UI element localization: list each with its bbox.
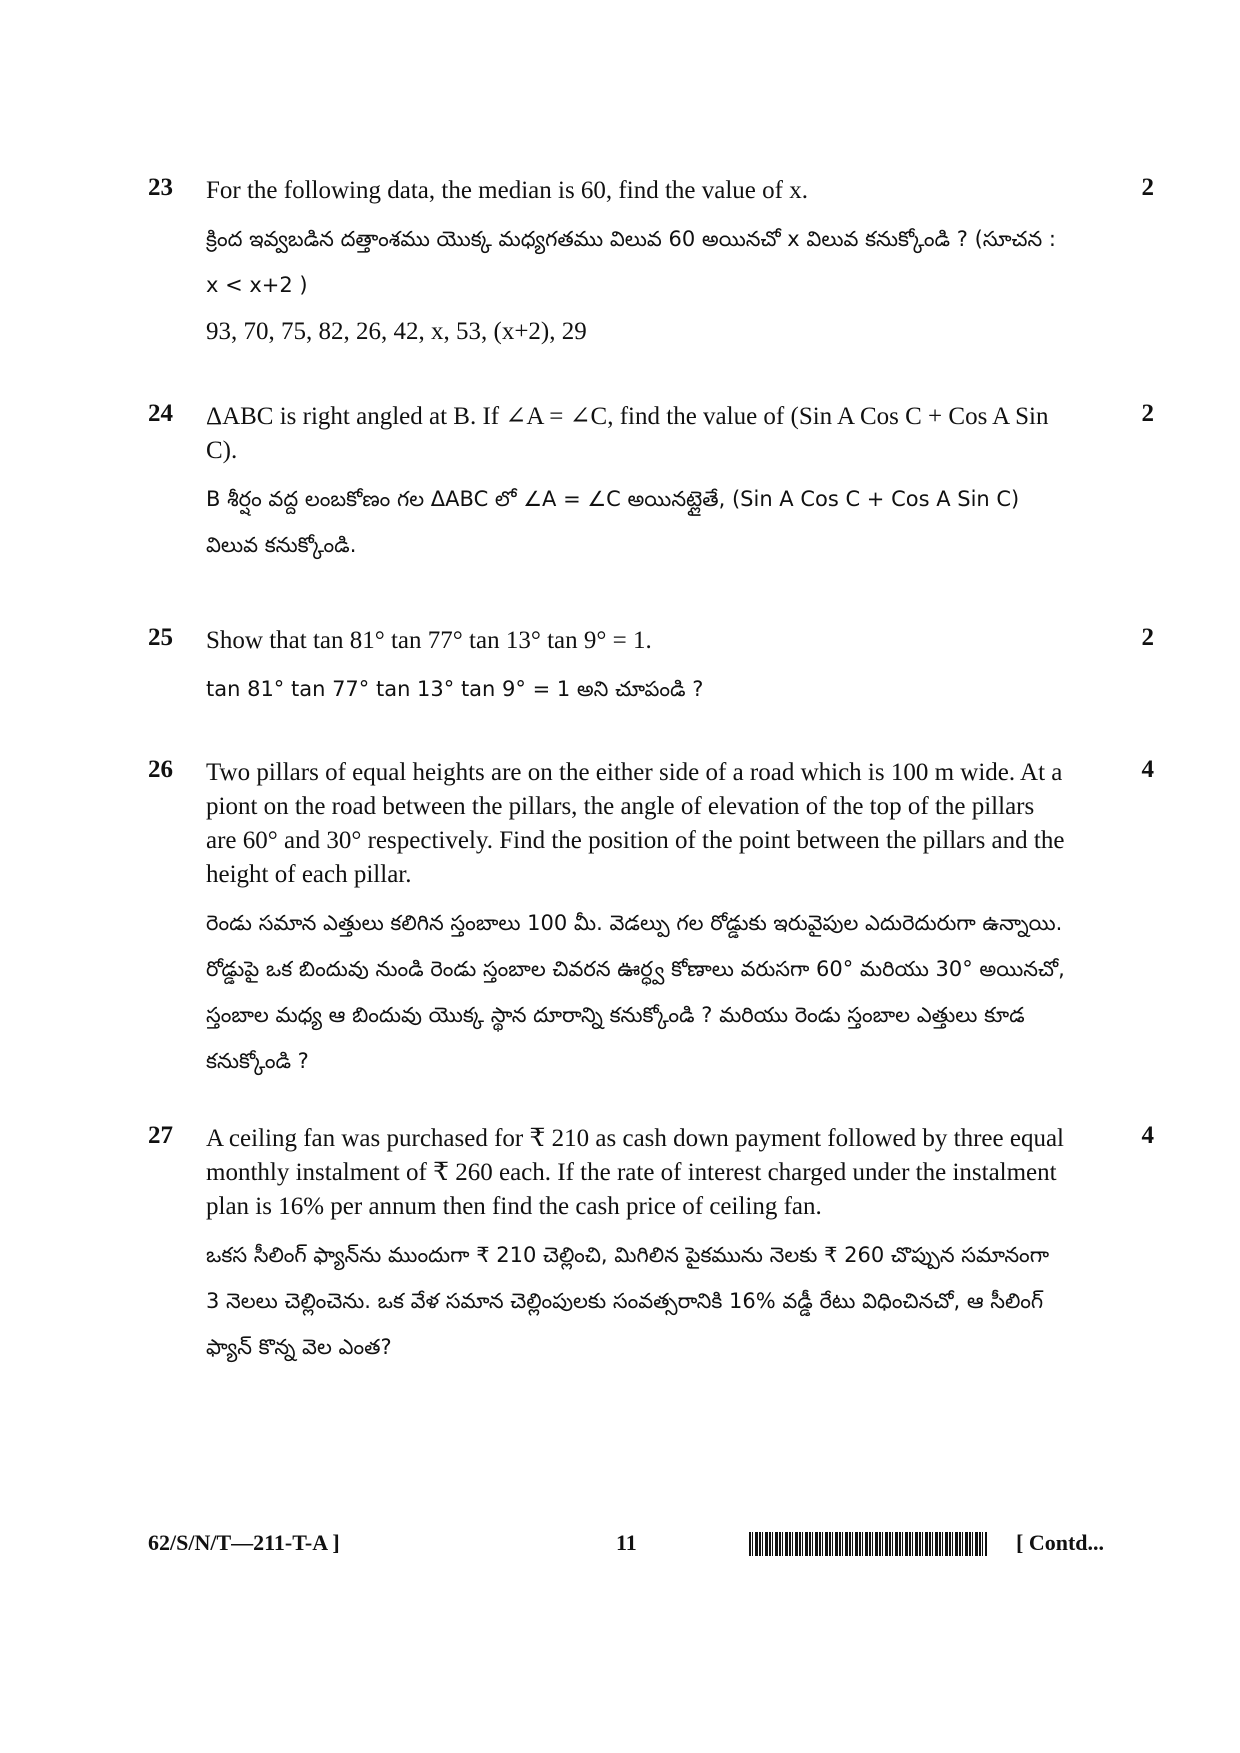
barcode-icon bbox=[749, 1532, 987, 1556]
question-text-telugu: క్రింద ఇవ్వబడిన దత్తాంశము యొక్క మధ్యగతము విలువ 60 అయినచో x విలువ కనుక్కోండి ? (సూచన : x < x+2 ) bbox=[206, 227, 1057, 297]
question-marks: 2 bbox=[1141, 400, 1154, 427]
question-24 bbox=[148, 400, 1154, 568]
question-data-values: 93, 70, 75, 82, 26, 42, x, 53, (x+2), 29 bbox=[206, 318, 587, 345]
page-number: 11 bbox=[616, 1530, 637, 1555]
question-27 bbox=[148, 1122, 1154, 1370]
question-text-english: A ceiling fan was purchased for ₹ 210 as cash down payment followed by three equal monthly instalment of ₹ 260 each. If the rate of interest charged under the instalment plan is 16% per annum then find the cash price of ceiling fan. bbox=[206, 1125, 1065, 1220]
question-marks: 2 bbox=[1141, 174, 1154, 201]
paper-code: 62/S/N/T—211-T-A ] bbox=[148, 1530, 340, 1555]
question-23 bbox=[148, 174, 1154, 346]
question-26 bbox=[148, 756, 1154, 1084]
question-text-telugu: tan 81° tan 77° tan 13° tan 9° = 1 అని చూపండి ? bbox=[206, 677, 704, 701]
question-text-english: ΔABC is right angled at B. If ∠A = ∠C, find the value of (Sin A Cos C + Cos A Sin C). bbox=[206, 403, 1049, 464]
question-number: 25 bbox=[148, 624, 173, 651]
question-text-english: Show that tan 81° tan 77° tan 13° tan 9° = 1. bbox=[206, 627, 652, 654]
question-number: 24 bbox=[148, 400, 173, 427]
question-text-telugu: రెండు సమాన ఎత్తులు కలిగిన స్తంబాలు 100 మీ. వెడల్పు గల రోడ్డుకు ఇరువైపుల ఎదురెదురుగా ఉన్నాయి. రోడ్డుపై ఒక బిందువు నుండి రెండు స్తంబాల చివరన ఊర్ధ్వ కోణాలు వరుసగా 60° మరియు 30° అయినచో, స్తంబాల మధ్య ఆ బిందువు యొక్క స్థాన దూరాన్ని కనుక్కోండి ? మరియు రెండు స్తంబాల ఎత్తులు కూడ కనుక్కోండి ? bbox=[206, 911, 1065, 1073]
question-number: 26 bbox=[148, 756, 173, 783]
question-number: 27 bbox=[148, 1122, 173, 1149]
question-text-english: Two pillars of equal heights are on the either side of a road which is 100 m wide. At a piont on the road between the pillars, the angle of elevation of the top of the pillars are 60° and 30° respectively. Find the position of the point between the pillars and the height of each pillar. bbox=[206, 759, 1065, 888]
question-text-telugu: B శీర్షం వద్ద లంబకోణం గల ΔABC లో ∠A = ∠C అయినట్లైతే, (Sin A Cos C + Cos A Sin C) విలువ కనుక్కోండి. bbox=[206, 487, 1020, 557]
question-25 bbox=[148, 624, 1154, 712]
question-text-english: For the following data, the median is 60, find the value of x. bbox=[206, 177, 808, 204]
question-marks: 4 bbox=[1141, 1122, 1154, 1149]
question-text-telugu: ఒకస సీలింగ్ ఫ్యాన్‌ను ముందుగా ₹ 210 చెల్లించి, మిగిలిన పైకమును నెలకు ₹ 260 చొప్పున సమానంగా 3 నెలలు చెల్లించెను. ఒక వేళ సమాన చెల్లింపులకు సంవత్సరానికి 16% వడ్డీ రేటు విధించినచో, ఆ సీలింగ్ ఫ్యాన్ కొన్న వెల ఎంత? bbox=[206, 1243, 1050, 1359]
question-marks: 2 bbox=[1141, 624, 1154, 651]
question-number: 23 bbox=[148, 174, 173, 201]
question-marks: 4 bbox=[1141, 756, 1154, 783]
continued-label: [ Contd... bbox=[1016, 1530, 1105, 1555]
page-footer bbox=[148, 1530, 1126, 1570]
